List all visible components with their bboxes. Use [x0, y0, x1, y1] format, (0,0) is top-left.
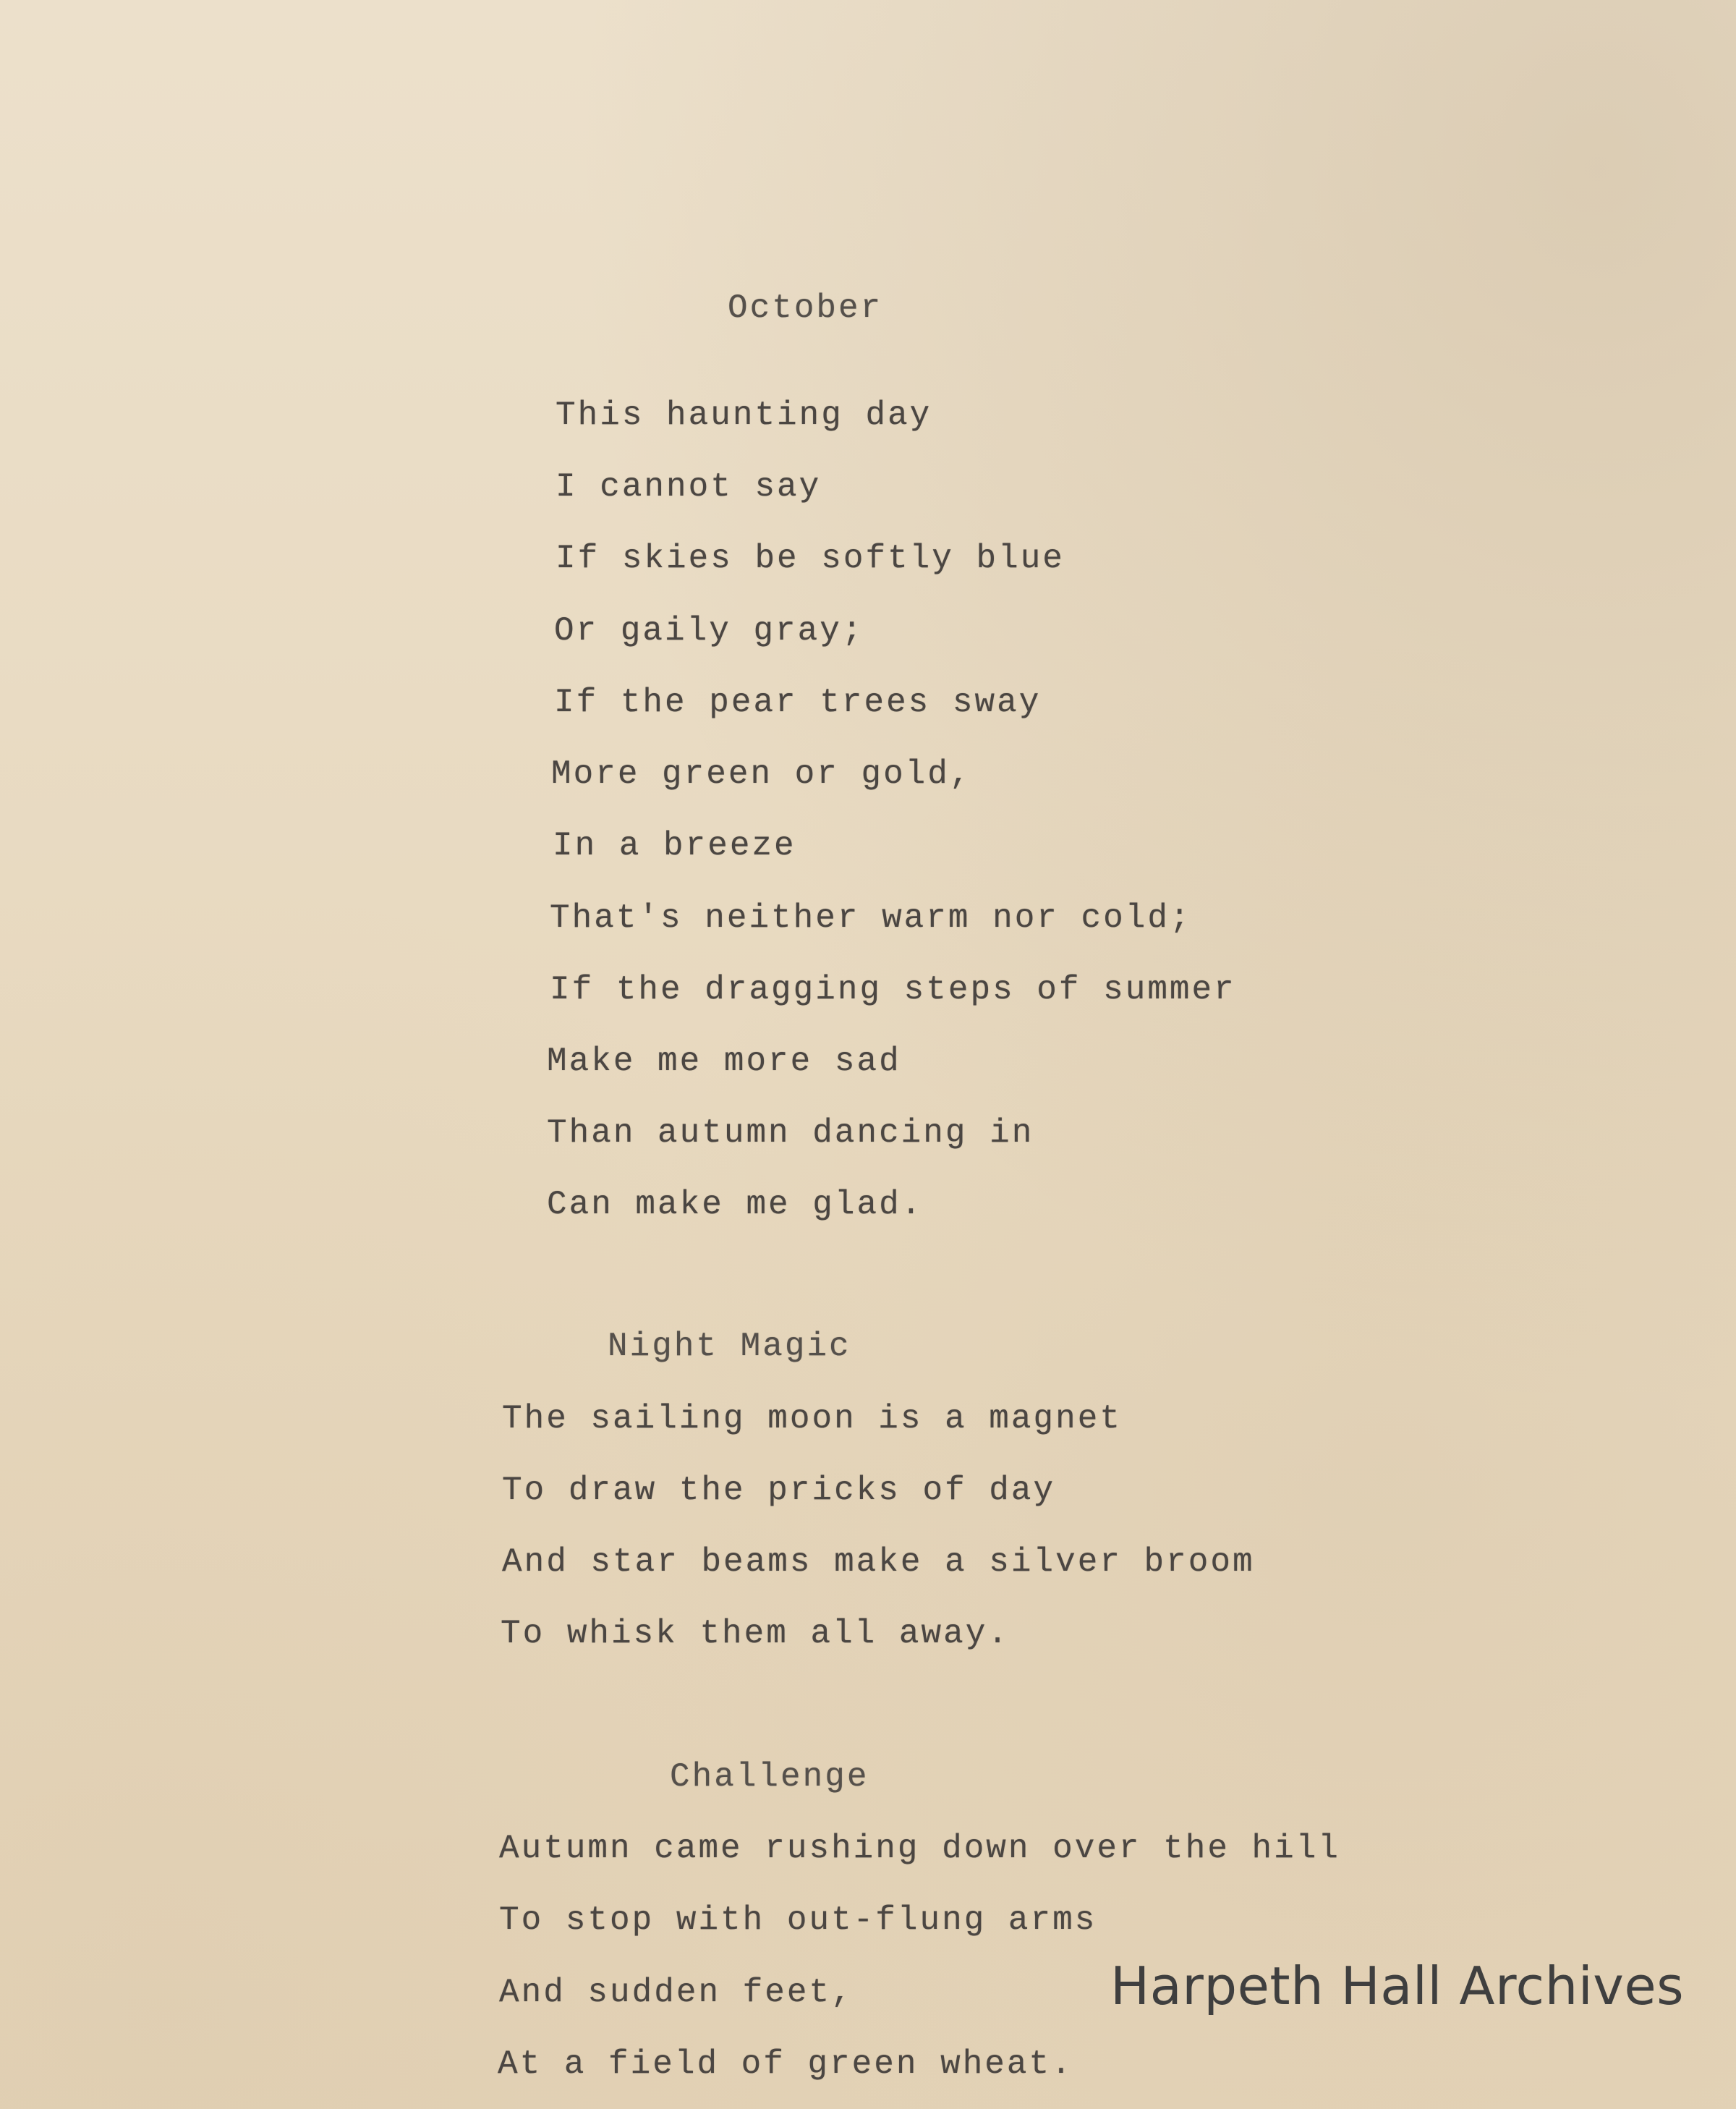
poem-line: I cannot say — [556, 468, 822, 506]
poem-title: Night Magic — [608, 1328, 851, 1365]
poem-line: More green or gold, — [551, 755, 972, 793]
poem-line: If skies be softly blue — [556, 540, 1065, 577]
poem-line: The sailing moon is a magnet — [502, 1400, 1122, 1438]
poem-line: Make me more sad — [547, 1043, 901, 1080]
poem-line: To stop with out-flung arms — [499, 1901, 1097, 1939]
poem-title: October — [728, 289, 883, 327]
poem-line: And sudden feet, — [499, 1974, 854, 2011]
poem-line: Autumn came rushing down over the hill — [499, 1830, 1340, 1867]
poem-line: And star beams make a silver broom — [502, 1543, 1255, 1581]
poem-line: That's neither warm nor cold; — [550, 899, 1192, 937]
poem-line: Or gaily gray; — [554, 612, 864, 650]
poem-line: At a field of green wheat. — [498, 2045, 1073, 2083]
poem-line: If the pear trees sway — [554, 684, 1042, 721]
poem-line: This haunting day — [556, 396, 932, 434]
poem-line: In a breeze — [553, 827, 796, 865]
poem-line: To draw the pricks of day — [502, 1472, 1056, 1509]
poem-title: Challenge — [670, 1758, 869, 1796]
poem-line: Than autumn dancing in — [547, 1114, 1034, 1152]
poem-line: Can make me glad. — [547, 1186, 924, 1223]
poem-line: To whisk them all away. — [501, 1615, 1010, 1652]
poem-line: If the dragging steps of summer — [550, 971, 1236, 1009]
archive-watermark: Harpeth Hall Archives — [1110, 1956, 1685, 2016]
